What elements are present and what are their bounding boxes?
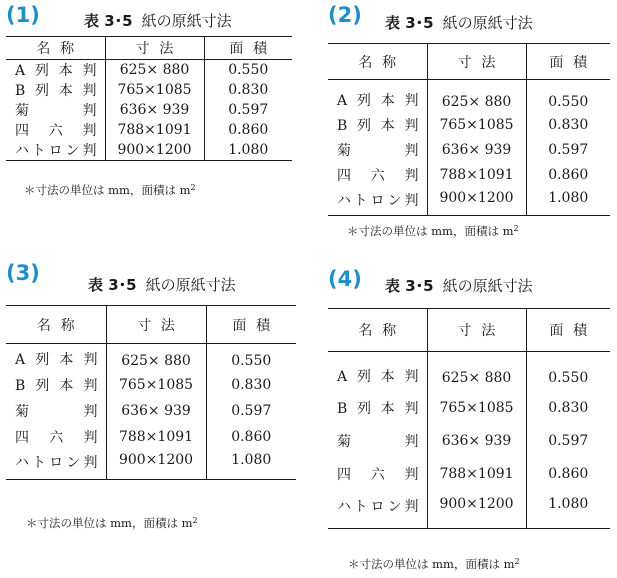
cell-size: 625× 880 [427,352,526,392]
table-row [328,113,610,138]
note-text: ＊寸法の単位は mm，面積は m [26,516,193,530]
cell-name: A列本判 [337,368,419,385]
cell-area: 0.830 [206,372,296,398]
cell-area: 0.550 [204,60,292,81]
table-label: 表 3･5 [84,12,133,30]
cell-size: 900×1200 [427,188,526,216]
table-row [328,80,610,113]
cell-size: 625× 880 [105,60,204,81]
header-name: 名称 [328,44,427,80]
cell-area: 1.080 [204,140,292,161]
cell-name: A列本判 [15,63,97,79]
cell-size: 900×1200 [106,450,206,480]
cell-area: 1.080 [526,491,610,529]
header-size: 寸法 [105,37,204,60]
cell-name: A列本判 [15,351,98,368]
cell-size: 900×1200 [105,140,204,161]
cell-name: 菊判 [15,103,97,119]
cell-name: 四六判 [15,429,98,446]
note-superscript: 2 [190,183,196,192]
cell-name: B列本判 [15,83,97,99]
table-row [328,352,610,392]
table-row [6,80,292,100]
cell-size: 765×1085 [427,113,526,138]
cell-size: 625× 880 [106,344,206,372]
table-row [6,60,292,81]
cell-size: 625× 880 [427,80,526,113]
table-label: 表 3･5 [88,276,137,294]
table-label: 表 3･5 [385,14,434,32]
cell-name: 菊判 [337,434,419,450]
table-caption [88,276,236,294]
table-note [26,514,198,530]
panel-number: (3) [6,261,40,285]
header-area: 面積 [526,309,610,352]
panel-4 [328,267,613,575]
table-title: 紙の原紙寸法 [141,12,232,30]
header-size: 寸法 [427,309,526,352]
table-row [6,140,292,161]
cell-area: 0.830 [204,80,292,100]
note-text: ＊寸法の単位は mm，面積は m [347,224,514,238]
cell-area: 0.597 [526,425,610,458]
cell-name: B列本判 [337,118,419,134]
cell-area: 0.830 [526,392,610,425]
cell-area: 1.080 [206,450,296,480]
table-row [328,491,610,529]
note-superscript: 2 [192,516,198,525]
cell-size: 765×1085 [106,372,206,398]
cell-name: 菊判 [337,143,419,159]
table-note [348,555,520,571]
cell-name: A列本判 [337,92,419,109]
header-name: 名称 [6,37,105,60]
table-title: 紙の原紙寸法 [145,276,236,294]
table-row [328,425,610,458]
cell-size: 788×1091 [427,163,526,188]
table-title: 紙の原紙寸法 [442,277,533,295]
cell-size: 636× 939 [106,398,206,424]
cell-size: 636× 939 [427,138,526,163]
cell-area: 0.550 [526,80,610,113]
cell-size: 900×1200 [427,491,526,529]
panel-number: (4) [328,267,362,291]
header-area: 面積 [526,44,610,80]
cell-size: 765×1085 [427,392,526,425]
panel-1 [6,3,306,213]
note-text: ＊寸法の単位は mm，面積は m [348,557,515,571]
table-note [347,222,519,238]
cell-size: 636× 939 [427,425,526,458]
table-row [328,138,610,163]
cell-name: 四六判 [337,168,419,184]
paper-size-table [6,305,296,480]
cell-name: 四六判 [337,467,419,483]
cell-size: 788×1091 [106,424,206,450]
cell-size: 765×1085 [105,80,204,100]
panel-number: (1) [6,3,40,27]
cell-name: ハトロン判 [15,143,97,159]
cell-area: 1.080 [526,188,610,216]
paper-size-table [6,36,292,161]
table-row [6,424,296,450]
header-size: 寸法 [427,44,526,80]
table-row [6,372,296,398]
table-label: 表 3･5 [385,277,434,295]
header-size: 寸法 [106,306,206,344]
cell-area: 0.597 [204,100,292,120]
table-caption [84,12,232,30]
cell-name: ハトロン判 [337,192,419,209]
cell-size: 788×1091 [105,120,204,140]
table-title: 紙の原紙寸法 [442,14,533,32]
table-row [6,120,292,140]
header-name: 名称 [6,306,106,344]
table-row [328,188,610,216]
cell-name: ハトロン判 [337,498,419,515]
cell-area: 0.597 [526,138,610,163]
table-row [328,392,610,425]
table-caption [385,14,533,32]
table-row [6,100,292,120]
table-row [6,344,296,372]
cell-name: 菊判 [15,403,98,420]
panel-3 [6,261,306,541]
table-row [6,450,296,480]
note-superscript: 2 [513,224,519,233]
cell-area: 0.860 [206,424,296,450]
header-area: 面積 [204,37,292,60]
cell-name: B列本判 [15,377,98,394]
cell-area: 0.597 [206,398,296,424]
cell-area: 0.860 [526,458,610,491]
cell-area: 0.550 [206,344,296,372]
table-row [328,458,610,491]
cell-area: 0.860 [526,163,610,188]
paper-size-table [328,308,610,529]
table-row [6,398,296,424]
table-caption [385,277,533,295]
cell-area: 0.860 [204,120,292,140]
table-note [24,181,196,197]
cell-name: B列本判 [337,401,419,417]
panel-number: (2) [328,3,362,27]
cell-name: 四六判 [15,123,97,139]
note-text: ＊寸法の単位は mm，面積は m [24,183,191,197]
table-row [328,163,610,188]
header-name: 名称 [328,309,427,352]
cell-area: 0.830 [526,113,610,138]
cell-area: 0.550 [526,352,610,392]
panel-2 [328,3,613,243]
header-area: 面積 [206,306,296,344]
cell-size: 788×1091 [427,458,526,491]
cell-size: 636× 939 [105,100,204,120]
cell-name: ハトロン判 [15,454,98,471]
paper-size-table [328,43,610,216]
note-superscript: 2 [514,557,520,566]
